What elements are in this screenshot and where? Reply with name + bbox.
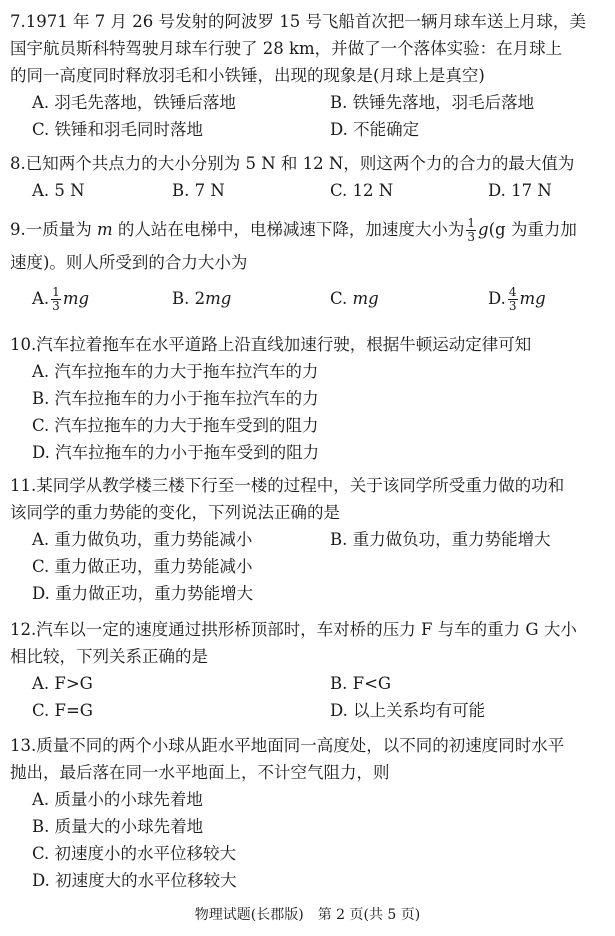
option-label: C. bbox=[330, 289, 353, 308]
option-c bbox=[330, 278, 379, 320]
option-c: C. 重力做正功，重力势能减小 bbox=[32, 557, 253, 576]
option-c: C. 铁锤和羽毛同时落地 bbox=[32, 120, 204, 139]
option-a: A. F>G bbox=[32, 674, 93, 693]
option-d: D. 汽车拉拖车的力小于拖车受到的阻力 bbox=[32, 443, 320, 462]
option-d bbox=[488, 278, 546, 320]
options-row bbox=[0, 670, 615, 697]
question-9 bbox=[0, 212, 615, 320]
option-b: B. 7 N bbox=[172, 181, 225, 200]
option-label: D. bbox=[488, 289, 506, 308]
option-label: A. bbox=[32, 289, 50, 308]
stem-line: 的同一高度同时释放羽毛和小铁锤，出现的现象是(月球上是真空) bbox=[10, 66, 485, 85]
options-row bbox=[0, 116, 615, 143]
numerator: 4 bbox=[508, 285, 517, 299]
mg-symbol: mg bbox=[205, 289, 232, 308]
mass-symbol: m bbox=[97, 220, 113, 239]
stem-line: 相比较，下列关系正确的是 bbox=[10, 647, 208, 666]
options-row bbox=[0, 278, 615, 320]
option-b: B. 铁锤先落地，羽毛后落地 bbox=[330, 93, 535, 112]
option-a: A. 质量小的小球先着地 bbox=[32, 790, 203, 809]
option-b bbox=[172, 278, 231, 320]
stem-line: 该同学的重力势能的变化，下列说法正确的是 bbox=[10, 503, 340, 522]
denominator: 3 bbox=[52, 299, 60, 313]
stem-line: 11.某同学从教学楼三楼下行至一楼的过程中，关于该同学所受重力做的功和 bbox=[10, 476, 565, 495]
options-row bbox=[0, 697, 615, 724]
option-b: B. F<G bbox=[330, 674, 392, 693]
stem-line: 抛出，最后落在同一水平地面上，不计空气阻力，则 bbox=[10, 763, 390, 782]
question-8-stem: 8.已知两个共点力的大小分别为 5 N 和 12 N，则这两个力的合力的最大值为 bbox=[10, 154, 575, 173]
question-8 bbox=[0, 150, 615, 204]
option-a: A. 羽毛先落地，铁锤后落地 bbox=[32, 93, 236, 112]
option-d: D. 以上关系均有可能 bbox=[330, 701, 486, 720]
stem-text: 9.一质量为 bbox=[10, 220, 97, 239]
numerator: 1 bbox=[52, 285, 60, 299]
mg-symbol: mg bbox=[519, 289, 546, 308]
page-footer: 物理试题(长郡版) 第 2 页(共 5 页) bbox=[194, 907, 421, 923]
option-c: C. 汽车拉拖车的力大于拖车受到的阻力 bbox=[32, 416, 319, 435]
stem-text: (g 为重力加 bbox=[488, 220, 577, 239]
option-b: B. 汽车拉拖车的力小于拖车拉汽车的力 bbox=[32, 389, 319, 408]
stem-line: 速度)。则人所受到的合力大小为 bbox=[10, 253, 248, 272]
stem-line: 国宇航员斯科特驾驶月球车行驶了 28 km，并做了一个落体实验：在月球上 bbox=[10, 39, 563, 58]
options-row bbox=[0, 89, 615, 116]
denominator: 3 bbox=[467, 230, 476, 244]
option-a: A. 5 N bbox=[32, 181, 85, 200]
denominator: 3 bbox=[508, 299, 517, 313]
stem-text: 的人站在电梯中，电梯减速下降，加速度大小为 bbox=[112, 220, 465, 239]
option-label: B. 2 bbox=[172, 289, 206, 308]
g-symbol: g bbox=[478, 220, 489, 239]
option-c: C. 12 N bbox=[330, 181, 394, 200]
question-12 bbox=[0, 616, 615, 724]
option-d: D. 17 N bbox=[488, 181, 552, 200]
option-c: C. F=G bbox=[32, 701, 93, 720]
fraction bbox=[466, 217, 476, 244]
options-row bbox=[0, 526, 615, 553]
option-a: A. 重力做负功，重力势能减小 bbox=[32, 530, 253, 549]
numerator: 1 bbox=[467, 216, 476, 230]
option-a bbox=[32, 278, 89, 320]
question-11 bbox=[0, 472, 615, 607]
question-13 bbox=[0, 732, 615, 894]
question-13-stem bbox=[0, 732, 615, 786]
option-d: D. 不能确定 bbox=[330, 120, 420, 139]
option-a: A. 汽车拉拖车的力大于拖车拉汽车的力 bbox=[32, 362, 319, 381]
question-10-stem: 10.汽车拉着拖车在水平道路上沿直线加速行驶，根据牛顿运动定律可知 bbox=[10, 335, 532, 354]
question-7 bbox=[0, 8, 615, 143]
mg-symbol: mg bbox=[352, 289, 379, 308]
stem-line: 13.质量不同的两个小球从距水平地面同一高度处，以不同的初速度同时水平 bbox=[10, 736, 565, 755]
option-d: D. 初速度大的水平位移较大 bbox=[32, 871, 237, 890]
option-d: D. 重力做正功，重力势能增大 bbox=[32, 584, 254, 603]
option-b: B. 质量大的小球先着地 bbox=[32, 817, 204, 836]
mg-symbol: mg bbox=[62, 289, 90, 308]
question-10 bbox=[0, 331, 615, 466]
stem-line: 12.汽车以一定的速度通过拱形桥顶部时，车对桥的压力 F 与车的重力 G 大小 bbox=[10, 620, 577, 639]
question-9-stem bbox=[0, 212, 615, 248]
question-11-stem bbox=[0, 472, 615, 526]
fraction bbox=[51, 286, 61, 313]
option-c: C. 初速度小的水平位移较大 bbox=[32, 844, 237, 863]
option-b: B. 重力做负功，重力势能增大 bbox=[330, 530, 551, 549]
question-12-stem bbox=[0, 616, 615, 670]
fraction bbox=[508, 286, 518, 313]
options-row bbox=[0, 177, 615, 204]
question-7-stem bbox=[0, 8, 615, 89]
stem-line: 7.1971 年 7 月 26 号发射的阿波罗 15 号飞船首次把一辆月球车送上月球，美 bbox=[10, 12, 586, 31]
